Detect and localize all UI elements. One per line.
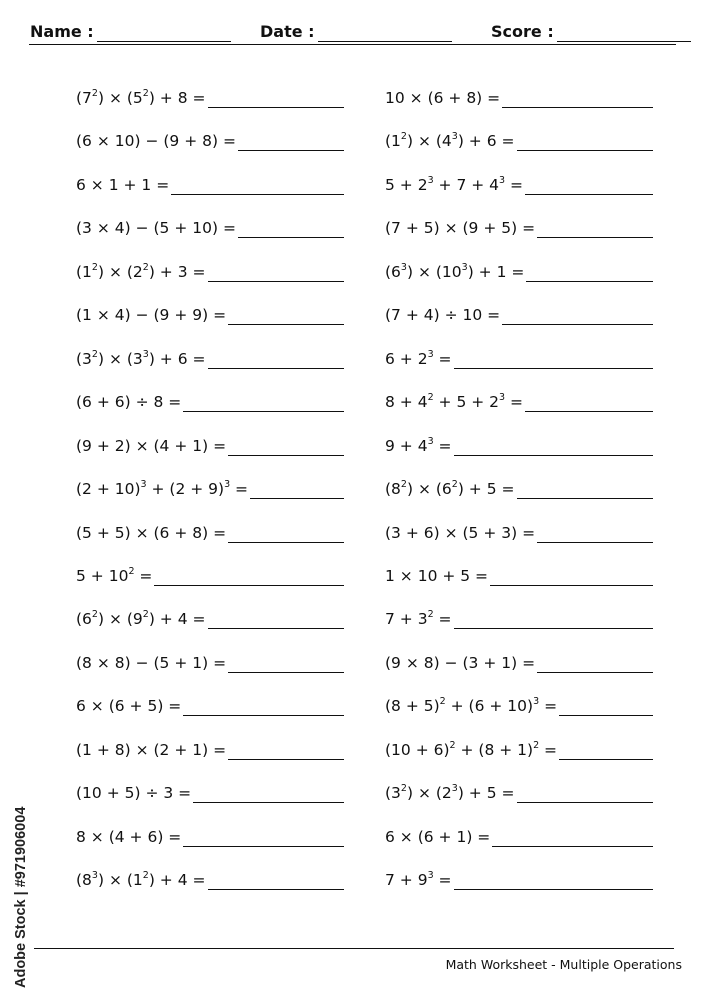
problem-left-12 <box>76 564 344 586</box>
header-divider <box>29 44 676 45</box>
name-field[interactable] <box>30 22 231 42</box>
exponent: 2 <box>439 696 446 707</box>
answer-blank-line[interactable] <box>228 742 344 760</box>
problem-expression: $(3^2) \times (2^3) + 5$ = <box>385 783 515 802</box>
answer-blank-line[interactable] <box>193 785 344 803</box>
answer-blank-line[interactable] <box>238 220 344 238</box>
answer-blank-line[interactable] <box>559 742 653 760</box>
answer-blank-line[interactable] <box>208 90 345 108</box>
answer-blank-line[interactable] <box>525 394 653 412</box>
exponent: 3 <box>499 392 506 403</box>
problem-left-14 <box>76 651 344 673</box>
worksheet-footer-title: Math Worksheet - Multiple Operations <box>445 957 682 972</box>
problem-right-2 <box>385 129 653 151</box>
problem-expression: (5 + 5) × (6 + 8) = <box>76 524 227 542</box>
exponent: 2 <box>449 740 456 751</box>
problem-left-5 <box>76 260 344 282</box>
answer-blank-line[interactable] <box>525 177 653 195</box>
problem-expression: (3 + 6) × (5 + 3) = <box>385 524 536 542</box>
answer-blank-line[interactable] <box>492 829 653 847</box>
stock-watermark-text <box>6 760 32 990</box>
exponent: 2 <box>91 262 98 273</box>
answer-blank-line[interactable] <box>183 394 344 412</box>
exponent: 3 <box>533 696 540 707</box>
exponent: 3 <box>451 131 458 142</box>
problem-left-13 <box>76 607 344 629</box>
problem-left-8 <box>76 390 344 412</box>
answer-blank-line[interactable] <box>454 872 653 890</box>
problem-left-4 <box>76 216 344 238</box>
exponent: 3 <box>140 479 147 490</box>
problem-expression: $5 + 2^3 + 7 + 4^3$ = <box>385 175 523 194</box>
score-blank-line[interactable] <box>557 25 691 42</box>
problem-expression: (10 + 5) ÷ 3 = <box>76 784 192 802</box>
problem-expression: (6 + 6) ÷ 8 = <box>76 393 182 411</box>
problem-left-1 <box>76 86 344 108</box>
problem-left-9 <box>76 434 344 456</box>
answer-blank-line[interactable] <box>517 481 654 499</box>
exponent: 3 <box>427 175 434 186</box>
exponent: 2 <box>427 609 434 620</box>
exponent: 2 <box>451 479 458 490</box>
problem-expression: $9 + 4^3$ = <box>385 436 452 455</box>
problem-left-7 <box>76 347 344 369</box>
problem-expression: $7 + 3^2$ = <box>385 609 452 628</box>
name-label: Name : <box>30 22 94 41</box>
answer-blank-line[interactable] <box>526 264 653 282</box>
problem-expression: 8 × (4 + 6) = <box>76 828 182 846</box>
problem-right-5 <box>385 260 653 282</box>
problem-right-12 <box>385 564 653 586</box>
answer-blank-line[interactable] <box>208 351 345 369</box>
problem-expression: (9 × 8) − (3 + 1) = <box>385 654 536 672</box>
problem-expression: $(7^2) \times (5^2) + 8$ = <box>76 88 206 107</box>
answer-blank-line[interactable] <box>517 785 654 803</box>
problem-right-13 <box>385 607 653 629</box>
answer-blank-line[interactable] <box>183 698 344 716</box>
problem-expression: 10 × (6 + 8) = <box>385 89 501 107</box>
problem-right-7 <box>385 347 653 369</box>
problem-expression: 6 × 1 + 1 = <box>76 176 170 194</box>
exponent: 3 <box>499 175 506 186</box>
exponent: 2 <box>533 740 540 751</box>
exponent: 3 <box>427 349 434 360</box>
answer-blank-line[interactable] <box>537 220 653 238</box>
problem-expression: (1 + 8) × (2 + 1) = <box>76 741 227 759</box>
problem-expression: (7 + 5) × (9 + 5) = <box>385 219 536 237</box>
problem-right-8 <box>385 390 653 412</box>
name-blank-line[interactable] <box>97 25 231 42</box>
answer-blank-line[interactable] <box>208 264 345 282</box>
answer-blank-line[interactable] <box>228 525 344 543</box>
problem-expression: 1 × 10 + 5 = <box>385 567 489 585</box>
exponent: 2 <box>400 479 407 490</box>
problem-expression: 6 × (6 + 1) = <box>385 828 491 846</box>
worksheet-header <box>0 0 707 46</box>
problem-right-6 <box>385 303 653 325</box>
answer-blank-line[interactable] <box>228 655 344 673</box>
problem-expression: (3 × 4) − (5 + 10) = <box>76 219 236 237</box>
answer-blank-line[interactable] <box>490 568 653 586</box>
answer-blank-line[interactable] <box>208 872 345 890</box>
problem-expression: $(8 + 5)^2 + (6 + 10)^3$ = <box>385 696 558 715</box>
problem-expression: $7 + 9^3$ = <box>385 870 452 889</box>
exponent: 2 <box>427 392 434 403</box>
date-field[interactable] <box>260 22 452 42</box>
answer-blank-line[interactable] <box>171 177 344 195</box>
answer-blank-line[interactable] <box>559 698 653 716</box>
problem-left-10 <box>76 477 344 499</box>
exponent: 2 <box>400 783 407 794</box>
problem-expression: $(6^3) \times (10^3) + 1$ = <box>385 262 525 281</box>
problem-expression: $(8^3) \times (1^2) + 4$ = <box>76 870 206 889</box>
problem-right-15 <box>385 694 653 716</box>
answer-blank-line[interactable] <box>228 438 344 456</box>
exponent: 2 <box>142 262 149 273</box>
exponent: 3 <box>91 870 98 881</box>
answer-blank-line[interactable] <box>183 829 344 847</box>
problem-expression: $(8^2) \times (6^2) + 5$ = <box>385 479 515 498</box>
answer-blank-line[interactable] <box>208 611 345 629</box>
problem-expression: $5 + 10^2$ = <box>76 566 153 585</box>
answer-blank-line[interactable] <box>454 438 653 456</box>
problem-right-11 <box>385 521 653 543</box>
answer-blank-line[interactable] <box>454 611 653 629</box>
problem-left-6 <box>76 303 344 325</box>
footer-divider <box>34 948 674 949</box>
problem-expression: $(10 + 6)^2 + (8 + 1)^2$ = <box>385 740 558 759</box>
problem-right-4 <box>385 216 653 238</box>
answer-blank-line[interactable] <box>238 133 344 151</box>
answer-blank-line[interactable] <box>517 133 654 151</box>
exponent: 2 <box>91 88 98 99</box>
exponent: 3 <box>451 783 458 794</box>
problem-expression: (9 + 2) × (4 + 1) = <box>76 437 227 455</box>
problem-left-19 <box>76 868 344 890</box>
score-field[interactable] <box>491 22 691 42</box>
problem-expression: $6 + 2^3$ = <box>385 349 452 368</box>
problem-right-10 <box>385 477 653 499</box>
problem-left-3 <box>76 173 344 195</box>
problem-left-17 <box>76 781 344 803</box>
answer-blank-line[interactable] <box>250 481 344 499</box>
exponent: 3 <box>142 349 149 360</box>
problem-expression: $(2 + 10)^3 + (2 + 9)^3$ = <box>76 479 249 498</box>
problem-expression: (7 + 4) ÷ 10 = <box>385 306 501 324</box>
answer-blank-line[interactable] <box>502 307 653 325</box>
answer-blank-line[interactable] <box>154 568 344 586</box>
answer-blank-line[interactable] <box>502 90 653 108</box>
problem-expression: $(6^2) \times (9^2) + 4$ = <box>76 609 206 628</box>
problem-right-17 <box>385 781 653 803</box>
problem-expression: $8 + 4^2 + 5 + 2^3$ = <box>385 392 523 411</box>
problem-left-2 <box>76 129 344 151</box>
answer-blank-line[interactable] <box>454 351 653 369</box>
exponent: 2 <box>142 609 149 620</box>
exponent: 2 <box>128 566 135 577</box>
problem-right-1 <box>385 86 653 108</box>
problem-right-16 <box>385 738 653 760</box>
exponent: 2 <box>400 131 407 142</box>
problem-expression: $(3^2) \times (3^3) + 6$ = <box>76 349 206 368</box>
problem-expression: (6 × 10) − (9 + 8) = <box>76 132 236 150</box>
exponent: 2 <box>142 870 149 881</box>
exponent: 2 <box>91 349 98 360</box>
problem-right-18 <box>385 825 653 847</box>
score-label: Score : <box>491 22 554 41</box>
problem-left-18 <box>76 825 344 847</box>
answer-blank-line[interactable] <box>537 525 653 543</box>
problem-expression: $(1^2) \times (2^2) + 3$ = <box>76 262 206 281</box>
exponent: 2 <box>142 88 149 99</box>
exponent: 3 <box>400 262 407 273</box>
date-label: Date : <box>260 22 315 41</box>
problem-expression: 6 × (6 + 5) = <box>76 697 182 715</box>
problem-left-11 <box>76 521 344 543</box>
problem-expression: $(1^2) \times (4^3) + 6$ = <box>385 131 515 150</box>
exponent: 3 <box>427 870 434 881</box>
problem-expression: (1 × 4) − (9 + 9) = <box>76 306 227 324</box>
answer-blank-line[interactable] <box>228 307 344 325</box>
answer-blank-line[interactable] <box>537 655 653 673</box>
problem-right-3 <box>385 173 653 195</box>
problem-right-14 <box>385 651 653 673</box>
problem-right-9 <box>385 434 653 456</box>
date-blank-line[interactable] <box>318 25 452 42</box>
exponent: 2 <box>91 609 98 620</box>
exponent: 3 <box>461 262 468 273</box>
stock-id-text: Adobe Stock | #971906004 <box>13 806 29 988</box>
exponent: 3 <box>427 436 434 447</box>
exponent: 3 <box>224 479 231 490</box>
problem-left-16 <box>76 738 344 760</box>
problem-expression: (8 × 8) − (5 + 1) = <box>76 654 227 672</box>
problem-left-15 <box>76 694 344 716</box>
problem-right-19 <box>385 868 653 890</box>
